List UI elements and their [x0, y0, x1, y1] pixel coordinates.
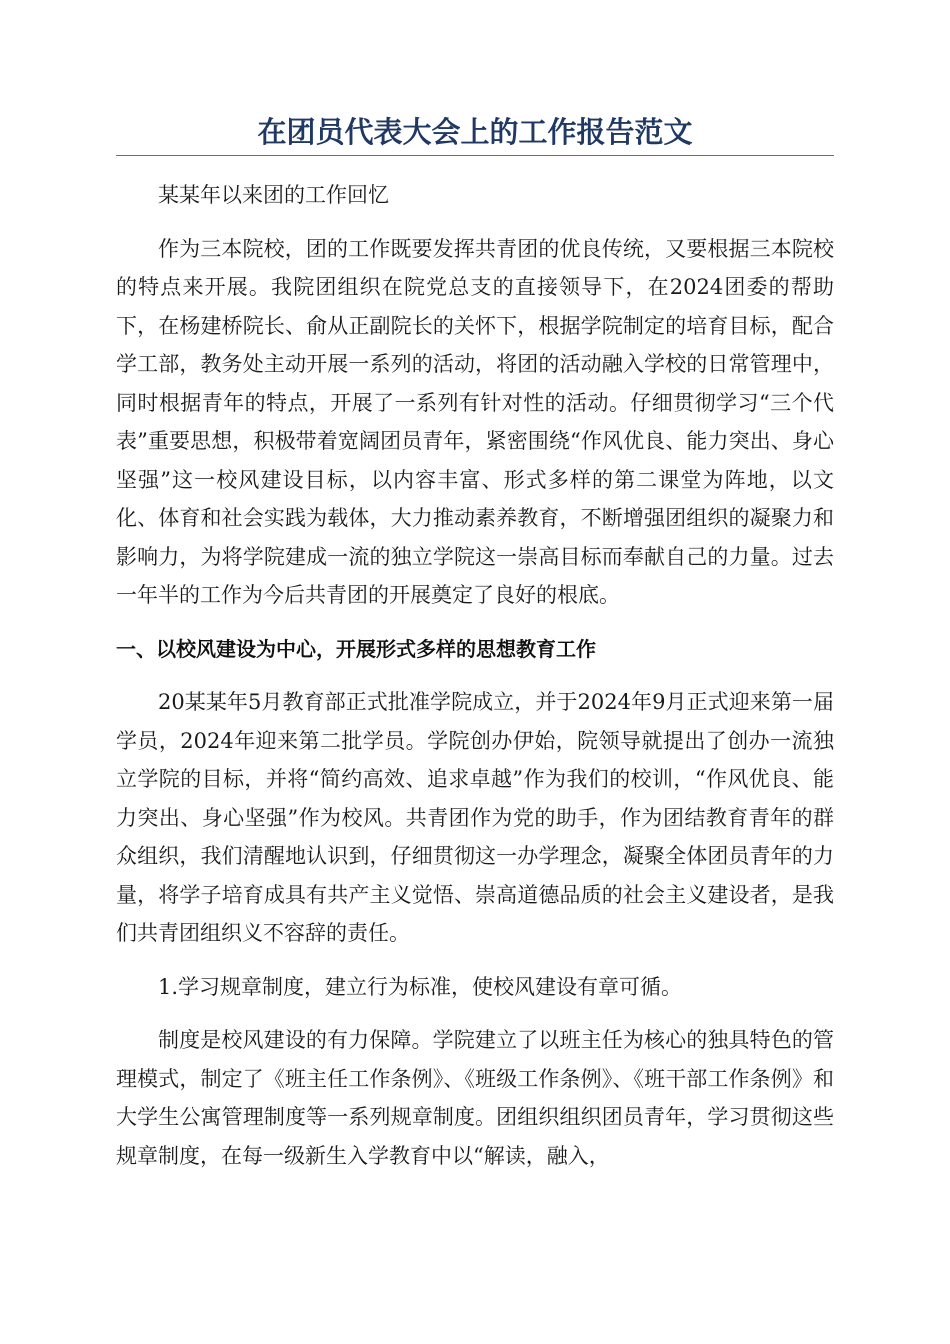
paragraph: 1.学习规章制度，建立行为标准，使校风建设有章可循。: [158, 974, 683, 999]
paragraph: 20某某年5月教育部正式批准学院成立，并于2024年9月正式迎来第一届学员，2024年迎来第二批学员。学院创办伊始，院领导就提出了创办一流独立学院的目标，并将“简约高效、追求卓越”作为我们的校训，“作风优良、能力突出、身心坚强”作为校风。共青团作为党的助手，作为团结教育青年的群众组织，我们清醒地认识到，仔细贯彻这一办学理念，凝聚全体团员青年的力量，将学子培育成具有共产主义觉悟、崇高道德品质的社会主义建设者，是我们共青团组织义不容辞的责任。: [116, 690, 834, 945]
section-heading: 一、以校风建设为中心，开展形式多样的思想教育工作: [116, 636, 596, 661]
document-body: [116, 176, 834, 1190]
document-title: 在团员代表大会上的工作报告范文: [257, 115, 693, 149]
paragraph: 作为三本院校，团的工作既要发挥共青团的优良传统，又要根据三本院校的特点来开展。我院团组织在院党总支的直接领导下，在2024团委的帮助下，在杨建桥院长、俞从正副院长的关怀下，根据学院制定的培育目标，配合学工部，教务处主动开展一系列的活动，将团的活动融入学校的日常管理中，同时根据青年的特点，开展了一系列有针对性的活动。仔细贯彻学习“三个代表”重要思想，积极带着宽阔团员青年，紧密围绕“作风优良、能力突出、身心坚强”这一校风建设目标，以内容丰富、形式多样的第二课堂为阵地，以文化、体育和社会实践为载体，大力推动素养教育，不断增强团组织的凝聚力和影响力，为将学院建成一流的独立学院这一崇高目标而奉献自己的力量。过去一年半的工作为今后共青团的开展奠定了良好的根底。: [116, 236, 834, 607]
paragraph: 制度是校风建设的有力保障。学院建立了以班主任为核心的独具特色的管理模式，制定了《班主任工作条例》、《班级工作条例》、《班干部工作条例》和大学生公寓管理制度等一系列规章制度。团组织组织团员青年，学习贯彻这些规章制度，在每一级新生入学教育中以“解读，融入，: [116, 1028, 834, 1168]
paragraph: 某某年以来团的工作回忆: [158, 183, 389, 207]
title-underline: [116, 155, 834, 156]
